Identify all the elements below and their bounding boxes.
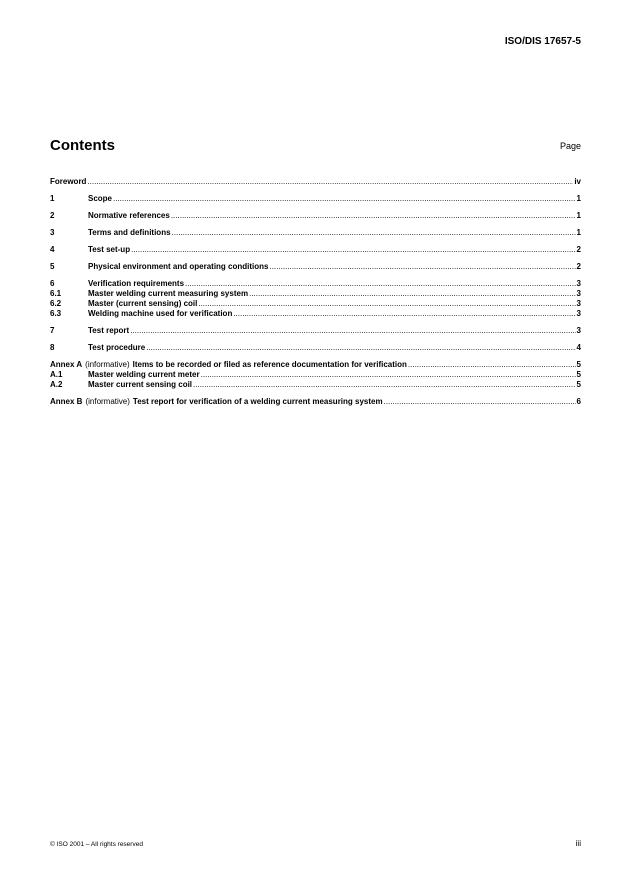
toc-page: 2 — [576, 245, 581, 254]
toc-entry-annex-a[interactable] — [50, 360, 581, 370]
toc-number: 2 — [50, 211, 55, 220]
leader-dots — [185, 279, 576, 289]
toc-entry[interactable] — [50, 211, 581, 221]
toc-title: Master welding current meter — [88, 370, 200, 379]
toc-title: Test report — [88, 326, 130, 335]
toc-title: Scope — [88, 194, 113, 203]
toc-page: 5 — [576, 370, 581, 379]
toc-title: Test report for verification of a welding current measuring system — [132, 397, 383, 406]
toc-page: 3 — [576, 309, 581, 318]
toc-page: 3 — [576, 289, 581, 298]
page-number: iii — [575, 839, 581, 848]
page-column-label: Page — [559, 141, 581, 151]
toc-title: Test set-up — [88, 245, 131, 254]
toc-number: 6 — [50, 279, 55, 288]
leader-dots — [201, 370, 576, 380]
toc-number: 7 — [50, 326, 55, 335]
toc-entry-foreword[interactable] — [50, 177, 581, 187]
toc-page: 5 — [576, 380, 581, 389]
toc-title: Master current sensing coil — [88, 380, 193, 389]
leader-dots — [87, 177, 573, 187]
toc-entry[interactable] — [50, 309, 581, 319]
leader-dots — [113, 194, 576, 204]
toc-number: 6.1 — [50, 289, 62, 298]
toc-page: 4 — [576, 343, 581, 352]
toc-title: Test procedure — [88, 343, 146, 352]
toc-number: 1 — [50, 194, 55, 203]
copyright-notice: © ISO 2001 – All rights reserved — [50, 841, 143, 848]
toc-entry[interactable] — [50, 326, 581, 336]
leader-dots — [131, 245, 575, 255]
toc-page: 1 — [576, 194, 581, 203]
toc-title: Physical environment and operating conditions — [88, 262, 269, 271]
toc-page: 1 — [576, 228, 581, 237]
annex-prefix: Annex A — [50, 360, 83, 369]
toc-title: Welding machine used for verification — [88, 309, 233, 318]
toc-number: A.2 — [50, 380, 63, 389]
toc-title: Terms and definitions — [88, 228, 171, 237]
annex-note: (informative) — [85, 397, 130, 406]
toc-page: 3 — [576, 299, 581, 308]
contents-title: Contents — [50, 137, 115, 154]
leader-dots — [130, 326, 575, 336]
toc-entry[interactable] — [50, 194, 581, 204]
toc-page: 2 — [576, 262, 581, 271]
toc-page: 6 — [576, 397, 581, 406]
leader-dots — [171, 211, 576, 221]
toc-entry[interactable] — [50, 289, 581, 299]
toc-title: Foreword — [50, 177, 87, 186]
toc-title: Verification requirements — [88, 279, 185, 288]
toc-entry[interactable] — [50, 370, 581, 380]
toc-page: 3 — [576, 326, 581, 335]
leader-dots — [384, 397, 576, 407]
leader-dots — [269, 262, 575, 272]
toc-page: 5 — [576, 360, 581, 369]
leader-dots — [249, 289, 575, 299]
leader-dots — [233, 309, 575, 319]
leader-dots — [193, 380, 576, 390]
toc-entry[interactable] — [50, 262, 581, 272]
toc-title: Normative references — [88, 211, 170, 220]
toc-number: 6.3 — [50, 309, 62, 318]
toc-page: 3 — [576, 279, 581, 288]
leader-dots — [146, 343, 575, 353]
toc-entry[interactable] — [50, 380, 581, 390]
toc-page: iv — [574, 177, 581, 186]
toc-entry[interactable] — [50, 245, 581, 255]
toc-entry[interactable] — [50, 343, 581, 353]
annex-prefix: Annex B — [50, 397, 83, 406]
toc-title: Master welding current measuring system — [88, 289, 249, 298]
toc-entry[interactable] — [50, 279, 581, 289]
leader-dots — [198, 299, 575, 309]
toc-number: 5 — [50, 262, 55, 271]
document-id: ISO/DIS 17657-5 — [504, 36, 581, 47]
toc-entry[interactable] — [50, 299, 581, 309]
leader-dots — [172, 228, 576, 238]
toc-entry-annex-b[interactable] — [50, 397, 581, 407]
toc-page: 1 — [576, 211, 581, 220]
toc-number: 6.2 — [50, 299, 62, 308]
toc-number: 8 — [50, 343, 55, 352]
toc-entry[interactable] — [50, 228, 581, 238]
toc-number: A.1 — [50, 370, 63, 379]
toc-number: 4 — [50, 245, 55, 254]
leader-dots — [408, 360, 576, 370]
annex-note: (informative) — [85, 360, 130, 369]
toc-title: Items to be recorded or filed as reference documentation for verification — [132, 360, 407, 369]
toc-number: 3 — [50, 228, 55, 237]
toc-title: Master (current sensing) coil — [88, 299, 198, 308]
table-of-contents — [50, 177, 581, 407]
